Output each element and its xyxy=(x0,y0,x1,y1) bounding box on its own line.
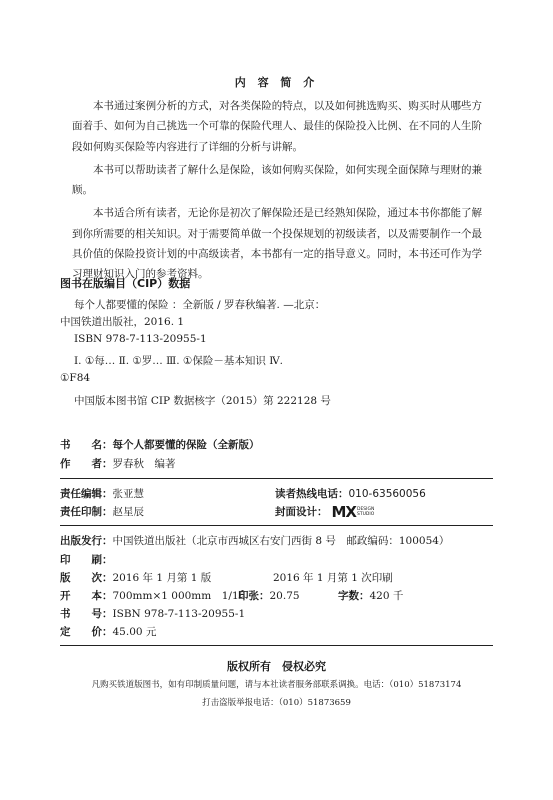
cover-design-row xyxy=(275,503,374,521)
editor-label: 责任编辑： xyxy=(60,488,113,500)
book-author-label: 作 者： xyxy=(60,458,113,470)
book-title-value: 每个人都要懂的保险（全新版） xyxy=(112,439,260,451)
edition-row xyxy=(60,570,211,585)
printing-label: 印 刷： xyxy=(60,554,113,566)
cip-subject-line: Ⅰ. ①每… Ⅱ. ①罗… Ⅲ. ①保险－基本知识 Ⅳ. xyxy=(74,355,284,367)
impression-row xyxy=(273,570,393,585)
edition-label: 版 次： xyxy=(60,572,113,584)
divider xyxy=(60,478,493,479)
price-value: 45.00 元 xyxy=(112,626,157,638)
word-count-value: 420 千 xyxy=(369,590,404,602)
cover-design-label: 封面设计： xyxy=(275,506,328,518)
cip-record-block xyxy=(60,393,440,410)
book-title-row xyxy=(60,437,260,452)
word-count-label: 字数： xyxy=(338,590,370,602)
editor-row xyxy=(60,486,144,501)
intro-title: 内 容 简 介 xyxy=(234,76,319,89)
hotline-row xyxy=(275,486,426,501)
intro-text xyxy=(72,96,482,288)
cip-classification-line: ①F84 xyxy=(60,372,91,384)
design-studio-logo xyxy=(332,503,375,521)
printer-label: 责任印制： xyxy=(60,506,113,518)
sheets-row xyxy=(238,588,300,603)
format-row xyxy=(60,588,245,603)
intro-paragraph: 本书适合所有读者，无论你是初次了解保险还是已经熟知保险，通过本书你都能了解到你所需要的相关知识。对于需要简单做一个投保规划的初级读者，以及需要制作一个最具价值的保险投资计划的中高级读者，本书都有一定的指导意义。同时，本书还可作为学习理财知识入门的参考资料。 xyxy=(72,207,482,281)
cip-isbn-line: ISBN 978-7-113-20955-1 xyxy=(74,333,207,345)
isbn-value: ISBN 978-7-113-20955-1 xyxy=(112,608,246,620)
sheets-label: 印张： xyxy=(238,590,270,602)
printing-row xyxy=(60,552,113,567)
price-label: 定 价： xyxy=(60,626,113,638)
cip-record-line: 中国版本图书馆 CIP 数据核字（2015）第 222128 号 xyxy=(74,395,331,407)
format-value: 700mm×1 000mm 1/16 xyxy=(112,590,246,602)
logo-mark: MX xyxy=(331,503,356,521)
isbn-label: 书 号： xyxy=(60,608,113,620)
book-author-value: 罗春秋 编著 xyxy=(112,458,176,470)
intro-paragraph: 本书可以帮助读者了解什么是保险，该如何购买保险，如何实现全面保障与理财的兼顾。 xyxy=(72,163,482,197)
word-count-row xyxy=(338,588,403,603)
hotline-value: 010-63560056 xyxy=(348,488,426,500)
cip-catalog-block xyxy=(60,297,440,348)
cip-subject-block xyxy=(60,353,440,387)
quality-contact-note: 凡购买铁道版图书，如有印制质量问题，请与本社读者服务部联系调换。电话：（010）51873174 xyxy=(91,680,462,690)
format-label: 开 本： xyxy=(60,590,113,602)
publisher-label: 出版发行： xyxy=(60,535,113,547)
cip-heading: 图书在版编目（CIP）数据 xyxy=(60,277,191,290)
publisher-value: 中国铁道出版社（北京市西城区右安门西街 8 号 邮政编码：100054） xyxy=(112,535,450,547)
cip-publisher-line: 中国铁道出版社，2016. 1 xyxy=(60,316,185,328)
printer-row xyxy=(60,504,144,519)
impression-value: 2016 年 1 月第 1 次印刷 xyxy=(273,572,393,584)
publisher-row xyxy=(60,533,449,548)
hotline-label: 读者热线电话： xyxy=(275,488,349,500)
book-author-row xyxy=(60,456,176,471)
copyright-notice: 版权所有 侵权必究 xyxy=(227,660,326,673)
logo-subtext: DESIGN STUDIO xyxy=(357,507,375,517)
book-title-label: 书 名： xyxy=(60,439,113,451)
intro-paragraph: 本书通过案例分析的方式，对各类保险的特点，以及如何挑选购买、购买时从哪些方面着手、如何为自己挑选一个可靠的保险代理人、最佳的保险投入比例、在不同的人生阶段如何购买保险等内容进行了详细的分析与讲解。 xyxy=(72,100,482,153)
editor-value: 张亚慧 xyxy=(112,488,144,500)
printer-value: 赵星辰 xyxy=(112,506,144,518)
divider xyxy=(60,645,493,646)
piracy-report-line: 打击盗版举报电话：（010）51873659 xyxy=(202,698,351,708)
isbn-row xyxy=(60,606,245,621)
sheets-value: 20.75 xyxy=(269,590,300,602)
cip-title-line: 每个人都要懂的保险 ：全新版 / 罗春秋编著. —北京： xyxy=(74,299,326,311)
price-row xyxy=(60,624,156,639)
edition-value: 2016 年 1 月第 1 版 xyxy=(112,572,212,584)
divider xyxy=(60,525,493,526)
